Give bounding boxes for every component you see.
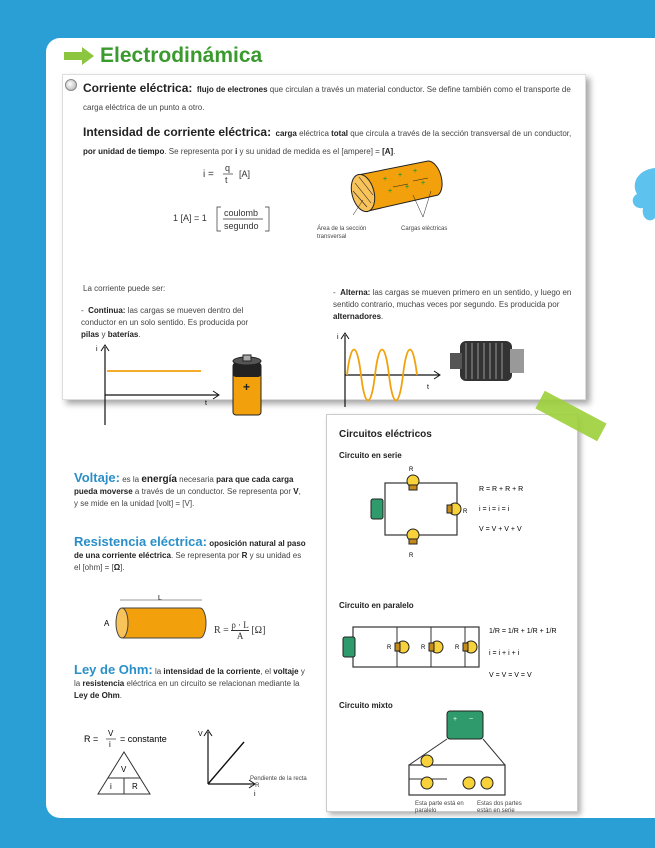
svg-text:R: R bbox=[132, 782, 138, 791]
arrow-right-icon bbox=[64, 47, 94, 65]
intensidad-paragraph bbox=[83, 123, 579, 159]
t: . bbox=[393, 147, 396, 156]
mixto-label-serie: Estas dos partes están en serie bbox=[477, 801, 522, 814]
t: Continua: bbox=[88, 306, 126, 315]
serie-formula-1: R = R + R + R bbox=[479, 486, 524, 493]
svg-text:R: R bbox=[387, 645, 392, 651]
t: es la bbox=[120, 475, 142, 484]
t: total bbox=[331, 129, 348, 138]
t: eléctrica bbox=[296, 129, 332, 138]
ohm-paragraph bbox=[74, 664, 306, 702]
svg-text:segundo: segundo bbox=[224, 221, 259, 231]
pendiente-label: Pendiente de la recta = R bbox=[250, 776, 307, 789]
serie-formula-2: i = i = i = i bbox=[479, 506, 510, 513]
alternator-image bbox=[448, 331, 528, 391]
continua-text: - Continua: las cargas se mueven dentro del conductor en un solo sentido. Es producida por pilas y baterías. bbox=[81, 306, 249, 339]
mixto-label-paralelo: Esta parte está en paralelo bbox=[415, 801, 464, 814]
bullet-circle-icon bbox=[65, 79, 77, 91]
svg-text:t: t bbox=[225, 175, 228, 185]
dc-graph bbox=[93, 341, 283, 431]
t: por unidad de tiempo bbox=[83, 147, 165, 156]
svg-text:i =: i = bbox=[203, 169, 214, 180]
t: oposición natural al paso de una corriente eléctrica bbox=[74, 539, 306, 560]
t: [A] bbox=[382, 147, 394, 156]
t: Ley de Ohm bbox=[74, 691, 120, 700]
svg-text:q: q bbox=[225, 163, 231, 173]
svg-text:+: + bbox=[398, 172, 403, 179]
t: a través de un conductor. Se representa por bbox=[132, 487, 294, 496]
svg-text:t: t bbox=[205, 400, 207, 407]
svg-text:R: R bbox=[455, 645, 460, 651]
svg-text:R: R bbox=[463, 509, 468, 515]
t: baterías bbox=[107, 330, 139, 339]
circuito-serie-label: Circuito en serie bbox=[339, 451, 402, 460]
svg-text:L: L bbox=[158, 595, 162, 602]
circuito-mixto-label: Circuito mixto bbox=[339, 701, 393, 710]
svg-text:V: V bbox=[108, 729, 114, 738]
resistencia-title: Resistencia eléctrica: bbox=[74, 534, 207, 549]
t: . bbox=[119, 691, 123, 700]
paint-splash-icon bbox=[627, 158, 655, 228]
t: . bbox=[138, 330, 141, 339]
t: necesaria bbox=[176, 475, 217, 484]
title-row bbox=[64, 44, 262, 68]
t: y su unidad de medida es el [ampere] = bbox=[237, 147, 383, 156]
svg-text:R =: R = bbox=[84, 734, 99, 744]
t: y bbox=[99, 330, 108, 339]
resistor-cylinder-diagram bbox=[104, 594, 304, 644]
t: ]. bbox=[120, 563, 125, 572]
svg-text:+: + bbox=[243, 380, 251, 394]
svg-text:= constante: = constante bbox=[120, 734, 167, 744]
t: i bbox=[235, 147, 238, 156]
t: resistencia bbox=[82, 679, 125, 688]
circuito-paralelo-label: Circuito en paralelo bbox=[339, 601, 414, 610]
svg-text:[A]: [A] bbox=[239, 169, 251, 179]
t: y la bbox=[74, 667, 305, 688]
svg-text:i: i bbox=[337, 334, 339, 341]
svg-text:t: t bbox=[427, 384, 429, 391]
svg-text:V: V bbox=[198, 731, 203, 738]
circuito-serie-diagram bbox=[367, 465, 577, 575]
circuito-paralelo-diagram bbox=[339, 613, 575, 693]
svg-text:i: i bbox=[254, 791, 256, 798]
svg-text:R: R bbox=[421, 645, 426, 651]
svg-text:i: i bbox=[96, 346, 98, 353]
svg-text:coulomb: coulomb bbox=[224, 208, 259, 218]
t: Ω bbox=[113, 563, 121, 572]
t: . bbox=[381, 312, 384, 321]
ohm-triangle bbox=[84, 724, 194, 800]
t: la bbox=[152, 667, 164, 676]
paralelo-formula-3: V = V = V = V bbox=[489, 672, 532, 679]
t: que circula a través de la sección transversal de un conductor, bbox=[348, 129, 572, 138]
t: . Se representa por bbox=[164, 147, 236, 156]
ac-graph bbox=[335, 331, 445, 411]
t: y su unidad es el [ohm] = [ bbox=[74, 551, 302, 572]
svg-text:1 [A] = 1: 1 [A] = 1 bbox=[173, 213, 207, 223]
serie-formula-3: V = V + V + V bbox=[479, 526, 522, 533]
corriente-text: que circulan a través un material conductor. Se define también como el transporte de carga eléctrica de un punto a otro. bbox=[83, 85, 571, 112]
paralelo-formula-2: i = i + i + i bbox=[489, 650, 520, 657]
voltaje-title: Voltaje: bbox=[74, 470, 120, 485]
t: , y se mide en la unidad [volt] = [V]. bbox=[74, 487, 301, 508]
svg-text:R: R bbox=[409, 553, 414, 559]
corriente-paragraph bbox=[83, 79, 579, 115]
t: . Se representa por bbox=[170, 551, 242, 560]
t: las cargas se mueven dentro del conductor en un solo sentido. Es producida por bbox=[81, 306, 249, 327]
label-area-seccion: Área de la sección transversal bbox=[317, 226, 367, 240]
svg-text:1/R = 1/R + 1/R + 1/R: 1/R = 1/R + 1/R + 1/R bbox=[489, 628, 557, 635]
svg-text:V: V bbox=[121, 765, 127, 774]
t: V bbox=[293, 487, 299, 496]
svg-text:+: + bbox=[383, 176, 388, 183]
t: las cargas se mueven primero en un sentido, y luego en sentido contrario, muchas veces por segundo. Es producida por bbox=[333, 288, 572, 309]
svg-text:+: + bbox=[413, 168, 418, 175]
page-title: Electrodinámica bbox=[100, 44, 263, 67]
voltaje-paragraph bbox=[74, 472, 306, 510]
svg-text:+: + bbox=[453, 716, 458, 723]
svg-text:i: i bbox=[110, 782, 112, 791]
svg-text:+: + bbox=[405, 184, 410, 191]
corriente-box bbox=[62, 74, 586, 407]
resistencia-formula: R = $\frac{\rho \cdot L}{A}$ [Ω] bbox=[214, 620, 266, 641]
circuito-mixto-diagram bbox=[387, 709, 567, 809]
svg-text:i: i bbox=[109, 740, 111, 749]
t: energía bbox=[141, 474, 177, 485]
t: Alterna: bbox=[340, 288, 371, 297]
corriente-bold: flujo de electrones bbox=[196, 85, 268, 94]
t: R bbox=[241, 551, 248, 560]
page bbox=[46, 38, 655, 818]
ohm-title: Ley de Ohm: bbox=[74, 662, 153, 677]
t: para que cada carga pueda moverse bbox=[74, 475, 294, 496]
svg-text:+: + bbox=[421, 180, 426, 187]
corriente-puede-ser: La corriente puede ser: bbox=[83, 284, 166, 293]
svg-text:+: + bbox=[388, 188, 393, 195]
resistencia-paragraph bbox=[74, 536, 306, 574]
intensidad-title: Intensidad de corriente eléctrica: bbox=[83, 125, 272, 139]
t: , el bbox=[260, 667, 274, 676]
t: carga bbox=[275, 129, 297, 138]
alterna-text: - Alterna: las cargas se mueven primero en un sentido, y luego en sentido contrario, muchas veces por segundo. Es producida por alternadores. bbox=[333, 288, 572, 321]
svg-text:A: A bbox=[104, 619, 110, 628]
t: alternadores bbox=[333, 312, 382, 321]
t: intensidad de la corriente bbox=[163, 667, 261, 676]
circuitos-title: Circuitos eléctricos bbox=[339, 429, 432, 440]
corriente-title: Corriente eléctrica: bbox=[83, 81, 193, 95]
svg-text:−: − bbox=[469, 716, 474, 723]
circuitos-box bbox=[326, 414, 578, 812]
label-cargas-electricas: Cargas eléctricas bbox=[401, 226, 448, 232]
svg-text:R: R bbox=[409, 467, 414, 473]
t: voltaje bbox=[273, 667, 299, 676]
t: eléctrica en un circuito se relacionan mediante la bbox=[124, 679, 300, 688]
intensidad-formulas bbox=[173, 159, 323, 269]
t: pilas bbox=[81, 330, 100, 339]
